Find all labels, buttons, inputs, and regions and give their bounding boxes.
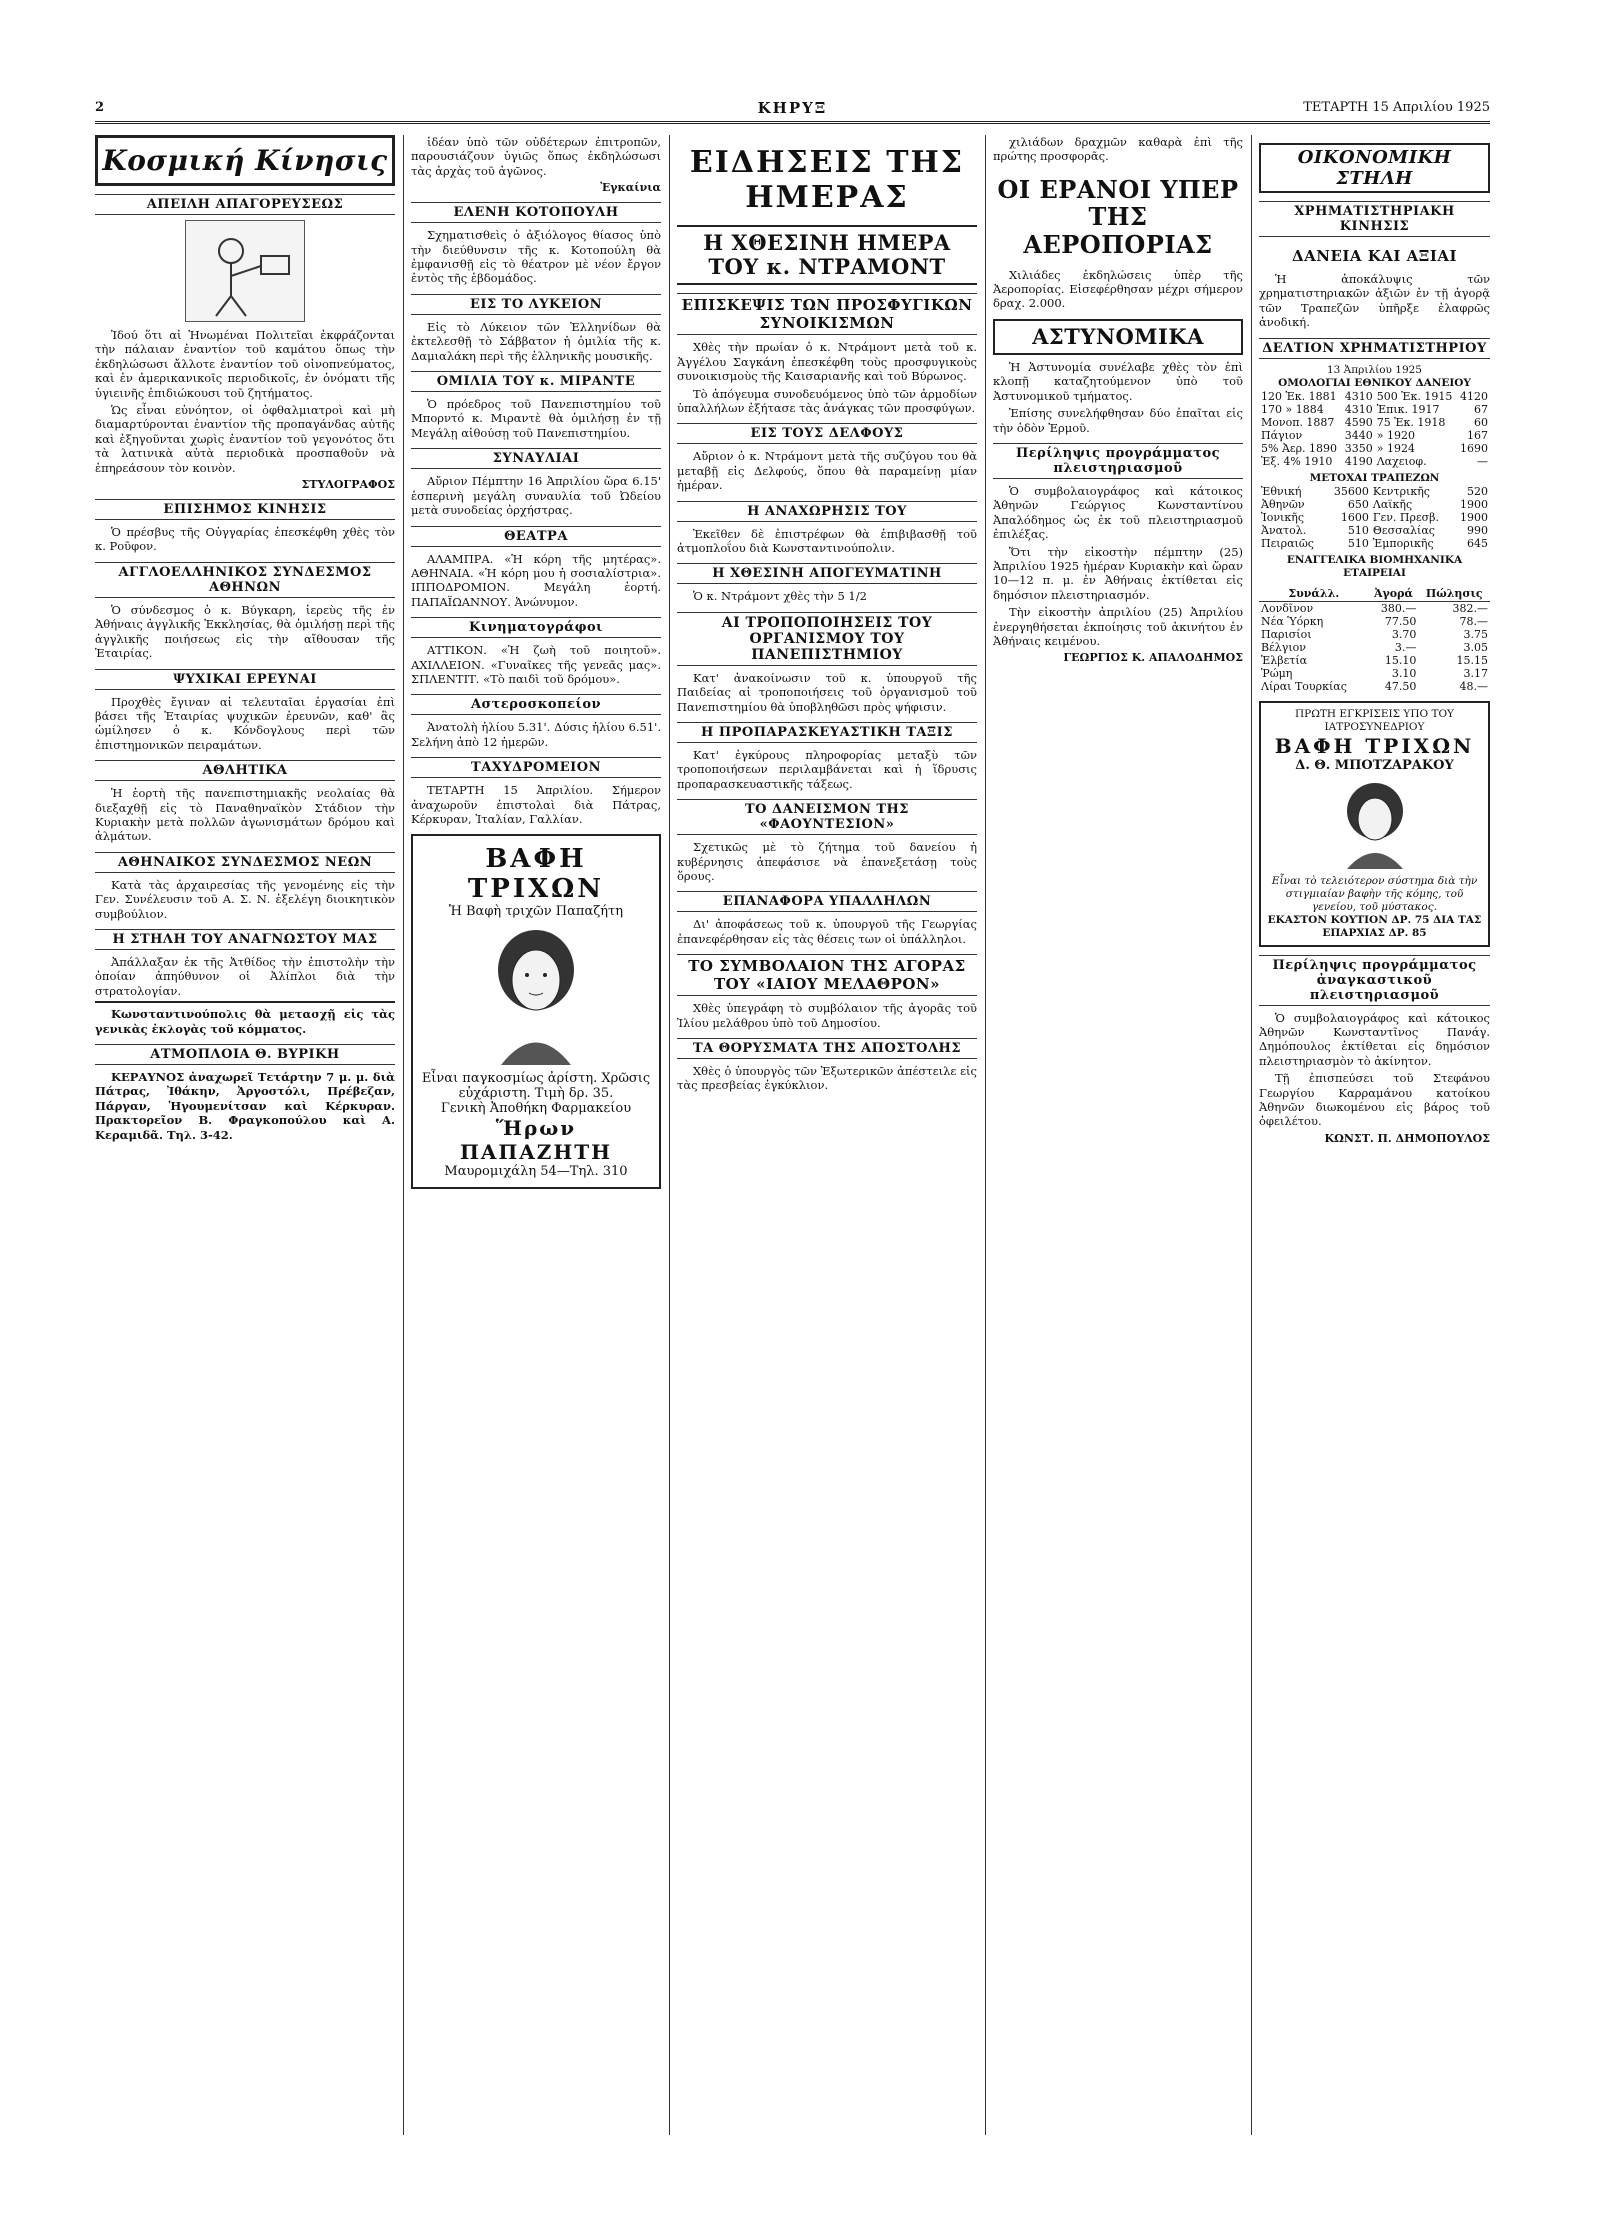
- cinema-listings: ΑΤΤΙΚΟΝ. «Ἡ ζωὴ τοῦ ποιητοῦ». ΑΧΙΛΛΕΙΟΝ. «Γυναῖκες τῆς γενεᾶς μας». ΣΠΛΕΝΤΙΤ. «Τὸ παιδὶ τοῦ δρόμου».: [411, 643, 661, 686]
- table-cell: Μονοπ. 1887: [1261, 415, 1335, 429]
- table-cell: 3.—: [1394, 640, 1417, 654]
- table-cell: Ἐξ. 4% 1910: [1261, 454, 1333, 468]
- paragraph: Αὔριον Πέμπτην 16 Ἀπριλίου ὥρα 6.15' ἑσπερινὴ μεγάλη συναυλία τοῦ Ὠδείου μετὰ συνοδείας ὀρχήστρας.: [411, 474, 661, 518]
- ad-shop: Γενικὴ Ἀποθήκη Φαρμακείου: [440, 1101, 632, 1117]
- heading: Κινηματογράφοι: [411, 617, 661, 638]
- table-row: [1259, 667, 1490, 680]
- issue-date: ΤΕΤΑΡΤΗ 15 Απριλίου 1925: [1303, 100, 1490, 115]
- table-cell: —: [1477, 454, 1488, 468]
- ad-title: ΒΑΦΗ ΤΡΙΧΩΝ: [1274, 733, 1475, 758]
- paragraph: Κατὰ τὰς ἀρχαιρεσίας τῆς γενομένης εἰς τὴν Γεν. Συνέλευσιν τοῦ Α. Σ. Ν. ἐξελέγη διοικητικὸν συμβούλιον.: [95, 877, 395, 921]
- table-row: [1259, 654, 1490, 667]
- heading: ΑΓΓΛΟΕΛΛΗΝΙΚΟΣ ΣΥΝΔΕΣΜΟΣ ΑΘΗΝΩΝ: [95, 562, 395, 598]
- table-cell: 500 Ἑκ. 1915: [1376, 389, 1453, 403]
- table-cell: Γεν. Πρεσβ.: [1372, 510, 1440, 524]
- table-cell: 60: [1474, 415, 1488, 429]
- heading: ΣΥΝΑΥΛΙΑΙ: [411, 448, 661, 469]
- table-row: [1259, 429, 1490, 442]
- ad-price: ΕΚΑΣΤΟΝ ΚΟΥΤΙΟΝ ΔΡ. 75 ΔΙΑ ΤΑΣ ΕΠΑΡΧΙΑΣ ΔΡ. 85: [1267, 913, 1482, 939]
- paragraph: Ὡς εἶναι εὐνόητον, οἱ ὀφθαλμιατροὶ καὶ μὴ διαμαρτύρονται ἐναντίον τῆς προπαγάνδας αὐτῆς καὶ ἐξηγοῦνται χωρὶς ἐναντίον τοῦ γεγονότος ὅτι τὰ λατινικὰ αὐτὰ περιοδικὰ προσπαθοῦν νὰ ἐπηρεάσουν τὸν κοινὸν.: [95, 403, 395, 475]
- heading: ΤΑΧΥΔΡΟΜΕΙΟΝ: [411, 757, 661, 778]
- paragraph: Ἐπίσης συνελήφθησαν δύο ἐπαῖται εἰς τὴν ὁδὸν Ἑρμοῦ.: [993, 406, 1243, 435]
- table-cell: 4120: [1460, 389, 1488, 403]
- table-cell: 645: [1467, 536, 1488, 550]
- notice: Κωνσταντινούπολις θὰ μετασχῇ εἰς τὰς γενικὰς ἐκλογὰς τοῦ κόμματος.: [95, 1001, 395, 1036]
- signature: ΓΕΩΡΓΙΟΣ Κ. ΑΠΑΛΟΔΗΜΟΣ: [1063, 651, 1243, 665]
- paragraph: Ὅτι τὴν εἰκοστὴν πέμπτην (25) Ἀπριλίου 1925 ἡμέραν Κυριακὴν καὶ ὥραν 10—12 π. μ. ἐν Ἀθήναις ἐκτίθεται εἰς δημόσιον πλειστηριασμόν.: [993, 544, 1243, 602]
- table-cell: 382.—: [1452, 601, 1488, 615]
- shipping-ad: ΚΕΡΑΥΝΟΣ ἀναχωρεῖ Τετάρτην 7 μ. μ. διὰ Πάτρας, Ἰθάκην, Ἀργοστόλι, Πρέβεζαν, Πάργαν, Ἡγουμενίτσαν καὶ Κέρκυραν. Πρακτορεῖον Β. Φραγκοπούλου καὶ Α. Κεραμιδᾶ. Τηλ. 3-42.: [95, 1070, 395, 1142]
- paragraph: Ὁ πρόεδρος τοῦ Πανεπιστημίου τοῦ Μπορντό κ. Μιραντὲ θὰ ὁμιλήσῃ ἐν τῇ Μεγάλῃ αἰθούσῃ τοῦ Πανεπιστημίου.: [411, 397, 661, 440]
- heading: ΕΠΑΝΑΦΟΡΑ ΥΠΑΛΛΗΛΩΝ: [677, 891, 977, 912]
- table-cell: 510: [1347, 523, 1369, 537]
- heading: Η ΣΤΗΛΗ ΤΟΥ ΑΝΑΓΝΩΣΤΟΥ ΜΑΣ: [95, 929, 395, 950]
- ad-subtitle: Ἡ Βαφὴ τριχῶν Παπαζήτη: [448, 904, 624, 920]
- table-cell: Πειραιῶς: [1261, 536, 1314, 550]
- section-title-finance: ΟΙΚΟΝΟΜΙΚΗ ΣΤΗΛΗ: [1259, 143, 1490, 193]
- table-cell: Ἀνατολ.: [1261, 523, 1307, 537]
- table-cell: 520: [1467, 484, 1488, 498]
- table-cell: 120 Ἑκ. 1881: [1261, 389, 1337, 403]
- heading: Περίληψις προγράμματος ἀναγκαστικοῦ πλειστηριασμοῦ: [1259, 955, 1490, 1006]
- table-caption: ΕΝΑΓΓΕΛΙΚΑ ΒΙΟΜΗΧΑΝΙΚΑ ΕΤΑΙΡΕΙΑΙ: [1286, 553, 1463, 579]
- table-cell: 1900: [1460, 510, 1488, 524]
- heading: ΧΡΗΜΑΤΙΣΤΗΡΙΑΚΗ ΚΙΝΗΣΙΣ: [1259, 201, 1490, 237]
- heading: ΔΕΛΤΙΟΝ ΧΡΗΜΑΤΙΣΤΗΡΙΟΥ: [1259, 338, 1490, 359]
- paragraph: Εἰς τὸ Λύκειον τῶν Ἑλληνίδων θὰ ἐκτελεσθῇ τὸ Σάββατον ἡ ὁμιλία τῆς κ. Δαμιαλάκη περὶ τῆς ἑλληνικῆς μουσικῆς.: [411, 319, 661, 363]
- heading: Η ΧΘΕΣΙΝΗ ΑΠΟΓΕΥΜΑΤΙΝΗ: [677, 563, 977, 584]
- table-cell: 380.—: [1380, 601, 1417, 615]
- paragraph: Ἐκεῖθεν δὲ ἐπιστρέφων θὰ ἐπιβιβασθῇ τοῦ ἀτμοπλοΐου διὰ Κωνσταντινούπολιν.: [677, 526, 977, 555]
- table-cell: 3.75: [1463, 627, 1488, 641]
- table-cell: 650: [1347, 497, 1369, 511]
- paragraph: Αὔριον ὁ κ. Ντράμοντ μετὰ τῆς συζύγου του θὰ μεταβῇ εἰς Δελφούς, ὅπου θὰ παραμείνῃ μίαν ἡμέραν.: [677, 449, 977, 493]
- paragraph: Χθὲς τὴν πρωίαν ὁ κ. Ντράμοντ μετὰ τοῦ κ. Ἀγγέλου Σαγκάνη ἐπεσκέφθη τοὺς προσφυγικοὺς συνοικισμοὺς τῆς Καισαριανῆς καὶ τοῦ Βύρωνος.: [677, 340, 977, 384]
- table-row: [1259, 442, 1490, 455]
- paragraph: Σχηματισθεὶς ὁ ἀξιόλογος θίασος ὑπὸ τὴν διεύθυνσιν τῆς κ. Κοτοπούλη θὰ ἐμφανισθῇ εἰς τὸ θέατρον μὲ νέον ἔργον ἐντὸς τῆς ἑβδομάδος.: [411, 228, 661, 286]
- table-cell: Λαϊκῆς: [1372, 497, 1413, 511]
- table-cell: Θεσσαλίας: [1372, 523, 1435, 537]
- byline: ΣΤΥΛΟΓΡΑΦΟΣ: [301, 478, 395, 492]
- heading: ΕΠΙΣΗΜΟΣ ΚΙΝΗΣΙΣ: [95, 499, 395, 520]
- table-cell: 15.15: [1456, 653, 1488, 667]
- heading: ΤΟ ΔΑΝΕΙΣΜΟΝ ΤΗΣ «ΦΑΟΥΝΤΕΣΙΟΝ»: [677, 799, 977, 835]
- table-cell: 4590: [1344, 415, 1373, 429]
- paragraph: Ὁ συμβολαιογράφος καὶ κάτοικος Ἀθηνῶν Κωνσταντῖνος Πανάγ. Δημόπουλος ἐκτίθεται εἰς δημόσιον πλειστηριασμὸν τὸ ἀκίνητον.: [1259, 1010, 1490, 1068]
- heading: ΔΑΝΕΙΑ ΚΑΙ ΑΞΙΑΙ: [1291, 247, 1458, 265]
- heading: Η ΑΝΑΧΩΡΗΣΙΣ ΤΟΥ: [677, 501, 977, 522]
- ad-title: ΒΑΦΗ ΤΡΙΧΩΝ: [467, 844, 605, 905]
- exchange-table: [1259, 586, 1490, 693]
- banks-table: [1259, 485, 1490, 550]
- table-caption: ΟΜΟΛΟΓΙΑΙ ΕΘΝΙΚΟΥ ΔΑΝΕΙΟΥ: [1278, 376, 1471, 389]
- ad-text: Εἶναι τὸ τελειότερον σύστημα διὰ τὴν στιγμιαίαν βαφὴν τῆς κόμης, τοῦ γενείου, τοῦ μύστακος.: [1271, 874, 1478, 913]
- heading: Αστεροσκοπείον: [411, 694, 661, 715]
- paragraph: Κατ' ἀνακοίνωσιν τοῦ κ. ὑπουργοῦ τῆς Παιδείας αἱ τροποποιήσεις τοῦ ὀργανισμοῦ τοῦ Πανεπιστημίου θὰ ὑποβληθῶσι πρὸς ψήφισιν.: [677, 670, 977, 714]
- paragraph: Ὁ πρέσβυς τῆς Οὐγγαρίας ἐπεσκέφθη χθὲς τὸν κ. Ροῦφον.: [95, 525, 395, 554]
- table-cell: Νέα Ὑόρκη: [1261, 614, 1324, 628]
- ad-text: Εἶναι παγκοσμίως ἀρίστη. Χρῶσις εὐχάριστη. Τιμὴ δρ. 35.: [421, 1071, 651, 1102]
- observatory-report: Ἀνατολὴ ἡλίου 5.31'. Δύσις ἡλίου 6.51'. Σελήνη ἀπὸ 12 ἡμερῶν.: [411, 720, 661, 749]
- paragraph: χιλιάδων δραχμῶν καθαρὰ ἐπὶ τῆς πρώτης προσφορᾶς.: [993, 135, 1243, 164]
- table-row: [1259, 615, 1490, 628]
- paragraph: Ἀπάλλαξαν ἐκ τῆς Ἀτθίδος τὴν ἐπιστολὴν τὴν ὁποίαν ἀπηύθυνον οἱ Ἀλίπλοι διὰ τὴν στρατολογίαν.: [95, 954, 395, 998]
- table-cell: » 1924: [1376, 441, 1415, 455]
- heading: ΑΠΕΙΛΗ ΑΠΑΓΟΡΕΥΣΕΩΣ: [95, 194, 395, 215]
- table-cell: 77.50: [1384, 614, 1417, 628]
- table-cell: 4310: [1344, 402, 1373, 416]
- masthead: [95, 95, 1490, 124]
- paragraph: Ἡ Ἀστυνομία συνέλαβε χθὲς τὸν ἐπὶ κλοπῇ καταζητούμενον ὑπὸ τοῦ Ἀστυνομικοῦ τμήματος.: [993, 359, 1243, 403]
- table-cell: 3.10: [1391, 666, 1417, 680]
- table-cell: 5% Ἀερ. 1890: [1261, 441, 1338, 455]
- table-cell: 78.—: [1459, 614, 1488, 628]
- table-cell: Λονδῖνον: [1261, 601, 1314, 615]
- heading: ΑΘΗΝΑΙΚΟΣ ΣΥΝΔΕΣΜΟΣ ΝΕΩΝ: [95, 852, 395, 873]
- table-cell: 1690: [1460, 441, 1488, 455]
- table-cell: 1600: [1340, 510, 1369, 524]
- heading: ΘΕΑΤΡΑ: [411, 526, 661, 547]
- byline: Ἐγκαίνια: [600, 181, 661, 195]
- table-cell: 167: [1467, 428, 1488, 442]
- headline: ΤΟ ΣΥΜΒΟΛΑΙΟΝ ΤΗΣ ΑΓΟΡΑΣ ΤΟΥ «ΙΑΙΟΥ ΜΕΛΑΘΡΟΝ»: [677, 954, 977, 996]
- table-cell: Παρισίοι: [1261, 627, 1312, 641]
- paragraph: Ἡ ἀποκάλυψις τῶν χρηματιστηριακῶν ἀξιῶν ἐν τῇ ἀγορᾷ τῶν Τραπεζῶν ὑπῆρξε ἐλαφρῶς ἀνοδική.: [1259, 272, 1490, 330]
- column-rule: [985, 135, 986, 2135]
- paragraph: Τῇ ἐπισπεύσει τοῦ Στεφάνου Γεωργίου Καρραμάνου κατοίκου Ἀθηνῶν διωκομένου εἰς βάρος τοῦ ὀφειλέτου.: [1259, 1071, 1490, 1129]
- paragraph: Χθὲς ὁ ὑπουργὸς τῶν Ἐξωτερικῶν ἀπέστειλε εἰς τὰς πρεσβείας ἐγκύκλιον.: [677, 1064, 977, 1093]
- woman-portrait-icon: [481, 925, 591, 1065]
- table-cell: 510: [1347, 536, 1369, 550]
- headline: ΕΠΙΣΚΕΨΙΣ ΤΩΝ ΠΡΟΣΦΥΓΙΚΩΝ ΣΥΝΟΙΚΙΣΜΩΝ: [677, 293, 977, 335]
- paragraph: Ὁ συμβολαιογράφος καὶ κάτοικος Ἀθηνῶν Γεώργιος Κωνσταντίνου Ἀπαλόδημος ὡς ἐκ τοῦ πλειστηριασμοῦ ἐπιλέξας.: [993, 483, 1243, 542]
- paragraph: Δι' ἀποφάσεως τοῦ κ. ὑπουργοῦ τῆς Γεωργίας ἐπανεφέρθησαν εἰς τὰς θέσεις των οἱ ὑπάλληλοι.: [677, 917, 977, 946]
- table-cell: 48.—: [1459, 679, 1488, 693]
- column-rule: [1251, 135, 1252, 2135]
- table-cell: 1900: [1460, 497, 1488, 511]
- table-cell: Πάγιον: [1261, 428, 1303, 442]
- newspaper-page: [95, 95, 1490, 2140]
- col-header: Ἀγορά: [1369, 586, 1419, 602]
- hair-dye-advertisement: [1259, 701, 1490, 947]
- table-cell: Ἐθνική: [1261, 484, 1302, 498]
- heading: Περίληψις προγράμματος πλειστηριασμοῦ: [993, 443, 1243, 479]
- table-cell: 3440: [1344, 428, 1373, 442]
- page-number: 2: [95, 100, 105, 115]
- loans-table: [1259, 390, 1490, 468]
- table-cell: Ῥώμη: [1261, 666, 1293, 680]
- column-news: [677, 135, 977, 2135]
- signature: ΚΩΝΣΤ. Π. ΔΗΜΟΠΟΥΛΟΣ: [1324, 1131, 1490, 1145]
- section-title-social: Κοσμική Κίνησις: [95, 135, 395, 186]
- table-cell: 35600: [1333, 484, 1369, 498]
- table-row: [1259, 403, 1490, 416]
- heading: ΨΥΧΙΚΑΙ ΕΡΕΥΝΑΙ: [95, 669, 395, 690]
- section-title-news: ΕΙΔΗΣΕΙΣ ΤΗΣ ΗΜΕΡΑΣ: [689, 145, 965, 215]
- table-row: [1259, 524, 1490, 537]
- table-cell: 75 Ἑκ. 1918: [1376, 415, 1446, 429]
- col-header: Πώλησις: [1418, 586, 1490, 602]
- theatre-listings: ΑΛΑΜΠΡΑ. «Ἡ κόρη τῆς μητέρας». ΑΘΗΝΑΙΑ. «Ἡ κόρη μου ἡ σοσιαλίστρια». ΙΠΠΟΔΡΟΜΙΟΝ. Μεγάλη ἑορτή. ΠΑΠΑΪΩΑΝΝΟΥ. Ἀνώνυμον.: [411, 551, 661, 609]
- paragraph: Ἡ ἑορτὴ τῆς πανεπιστημιακῆς νεολαίας θὰ διεξαχθῇ εἰς τὸ Παναθηναϊκὸν Στάδιον τὴν Κυριακὴν μετὰ πολλῶν ἀγωνισμάτων δρόμου καὶ ἁλμάτων.: [95, 786, 395, 844]
- table-cell: 4310: [1344, 389, 1373, 403]
- paragraph: Χθὲς ὑπεγράφη τὸ συμβόλαιον τῆς ἀγορᾶς τοῦ Ἰλίου μελάθρου ὑπὸ τοῦ Δημοσίου.: [677, 1001, 977, 1030]
- table-cell: Ἑλβετία: [1261, 653, 1308, 667]
- heading: ΤΑ ΘΟΡΥΣΜΑΤΑ ΤΗΣ ΑΠΟΣΤΟΛΗΣ: [677, 1038, 977, 1059]
- paragraph: Ὁ σύνδεσμος ὁ κ. Βύγκαρη, ἱερεὺς τῆς ἐν Ἀθήναις ἀγγλικῆς Ἐκκλησίας, θὰ ὁμιλήσῃ περὶ τῆς ἀγγλικῆς ποιήσεως εἰς τὴν αἴθουσαν τῆς Ἑταιρίας.: [95, 602, 395, 661]
- headline: ΑΣΤΥΝΟΜΙΚΑ: [993, 319, 1243, 355]
- table-row: [1259, 498, 1490, 511]
- headline: Η ΧΘΕΣΙΝΗ ΗΜΕΡΑ ΤΟΥ κ. ΝΤΡΑΜΟΝΤ: [677, 225, 977, 285]
- heading: ΕΙΣ ΤΟΥΣ ΔΕΛΦΟΥΣ: [677, 423, 977, 444]
- ad-brand: Ἥρων ΠΑΠΑΖΗΤΗ: [459, 1116, 613, 1165]
- table-row: [1259, 455, 1490, 468]
- column-notices: [993, 135, 1243, 2135]
- paragraph: Τὴν εἰκοστὴν ἀπριλίου (25) Ἀπριλίου ἐνεργηθήσεται ἐκποίησις τοῦ ἀκινήτου ἐν Ἀθήναις κειμένου.: [993, 605, 1243, 649]
- table-cell: Βέλγιον: [1261, 640, 1306, 654]
- table-row: [1259, 511, 1490, 524]
- bulletin-date: 13 Ἀπριλίου 1925: [1326, 363, 1422, 376]
- col-header: Συνάλλ.: [1259, 586, 1369, 602]
- paragraph: Τὸ ἀπόγευμα συνοδευόμενος ὑπὸ τῶν ἀρμοδίων ὑπαλλήλων ἐξήτασε τὰς ἀνάγκας τῶν προσφύγων.: [677, 386, 977, 415]
- heading: Η ΠΡΟΠΑΡΑΣΚΕΥΑΣΤΙΚΗ ΤΑΞΙΣ: [677, 722, 977, 743]
- column-social: [95, 135, 395, 2135]
- table-row: [1259, 628, 1490, 641]
- table-cell: Κεντρικῆς: [1372, 484, 1430, 498]
- paragraph: Ἰδού ὅτι αἱ Ἡνωμέναι Πολιτεῖαι ἐκφράζονται τὴν πάλαιαν ἐναντίον τοῦ καμάτου ὅπως τὴν ἐκδηλώσωσι ἄλλοτε ἐναντίον τοῦ οἰνοπνεύματος, καὶ ἐν ἀμερικανικοῖς περιοδικοῖς, ἐν ὀνόματι τῆς ὑγιεινῆς ἐπιδιώκουσι τοῦ ζητήματος.: [95, 328, 395, 400]
- table-row: [1259, 680, 1490, 693]
- ad-brand: Δ. Θ. ΜΠΟΤΖΑΡΑΚΟΥ: [1295, 757, 1454, 773]
- column-finance: [1259, 135, 1490, 2135]
- heading: ΑΤΜΟΠΛΟΙΑ Θ. ΒΥΡΙΚΗ: [95, 1044, 395, 1065]
- table-row: [1259, 641, 1490, 654]
- paragraph: Σχετικῶς μὲ τὸ ζήτημα τοῦ δανείου ἡ κυβέρνησις ἀπεφάσισε νὰ ἐπανεξετάσῃ τοὺς ὅρους.: [677, 840, 977, 883]
- hair-dye-advertisement: [411, 834, 661, 1189]
- headline: ΑΙ ΤΡΟΠΟΠΟΙΗΣΕΙΣ ΤΟΥ ΟΡΓΑΝΙΣΜΟΥ ΤΟΥ ΠΑΝΕΠΙΣΤΗΜΙΟΥ: [677, 612, 977, 666]
- column-arts: [411, 135, 661, 2135]
- table-cell: 3350: [1344, 441, 1373, 455]
- table-cell: 990: [1467, 523, 1488, 537]
- table-cell: » 1920: [1376, 428, 1415, 442]
- cartoon-illustration: [185, 220, 305, 322]
- table-row: [1259, 416, 1490, 429]
- table-row: [1259, 390, 1490, 403]
- table-cell: 15.10: [1384, 653, 1417, 667]
- table-cell: Λίραι Τουρκίας: [1261, 679, 1347, 693]
- table-cell: 47.50: [1384, 679, 1417, 693]
- paragraph: Προχθὲς ἔγιναν αἱ τελευταῖαι ἐργασίαι ἐπὶ βάσει τῆς Ἑταιρίας ψυχικῶν ἐρευνῶν, καθ' ἃς ὡμίλησεν ὁ κ. Κόνδογλους περὶ τῶν ἐπιστημονικῶν πειραμάτων.: [95, 694, 395, 752]
- table-cell: Ἰονικῆς: [1261, 510, 1304, 524]
- table-row: [1259, 601, 1490, 615]
- table-cell: Ἀθηνῶν: [1261, 497, 1305, 511]
- newspaper-name: ΚΗΡΥΞ: [757, 99, 828, 117]
- table-cell: 4190: [1344, 454, 1373, 468]
- table-cell: Λαχειοφ.: [1376, 454, 1427, 468]
- table-cell: Ἐπικ. 1917: [1376, 402, 1440, 416]
- ad-top: ΠΡΩΤΗ ΕΓΚΡΙΣΕΙΣ ΥΠΟ ΤΟΥ ΙΑΤΡΟΣΥΝΕΔΡΙΟΥ: [1294, 707, 1454, 733]
- table-row: [1259, 485, 1490, 498]
- table-cell: 3.70: [1391, 627, 1417, 641]
- heading: ΟΜΙΛΙΑ ΤΟΥ κ. ΜΙΡΑΝΤΕ: [411, 371, 661, 392]
- heading: ΕΙΣ ΤΟ ΛΥΚΕΙΟΝ: [411, 294, 661, 315]
- table-cell: Ἐμπορικῆς: [1372, 536, 1434, 550]
- paragraph: Ὁ κ. Ντράμοντ χθὲς τὴν 5 1/2: [693, 589, 867, 604]
- table-cell: 67: [1474, 402, 1488, 416]
- table-row: [1259, 537, 1490, 550]
- post-office-notice: ΤΕΤΑΡΤΗ 15 Ἀπριλίου. Σήμερον ἀναχωροῦν ἐπιστολαὶ διὰ Πάτρας, Κέρκυραν, Ἰταλίαν, Γαλλίαν.: [411, 783, 661, 826]
- heading: ΕΛΕΝΗ ΚΟΤΟΠΟΥΛΗ: [411, 202, 661, 223]
- table-cell: 3.17: [1463, 666, 1488, 680]
- table-caption: ΜΕΤΟΧΑΙ ΤΡΑΠΕΖΩΝ: [1309, 471, 1440, 484]
- paragraph: Κατ' ἐγκύρους πληροφορίας μεταξὺ τῶν τροποποιήσεων περιλαμβάνεται καὶ ἡ ἵδρυσις προπαρασκευαστικῆς τάξεως.: [677, 747, 977, 791]
- column-rule: [669, 135, 670, 2135]
- headline: ΟΙ ΕΡΑΝΟΙ ΥΠΕΡ ΤΗΣ ΑΕΡΟΠΟΡΙΑΣ: [997, 174, 1239, 259]
- column-rule: [403, 135, 404, 2135]
- table-cell: 3.05: [1463, 640, 1488, 654]
- woman-portrait-icon: [1335, 779, 1415, 869]
- ad-address: Μαυρομιχάλη 54—Τηλ. 310: [444, 1164, 628, 1180]
- table-cell: 170 » 1884: [1261, 402, 1324, 416]
- heading: ΑΘΛΗΤΙΚΑ: [95, 760, 395, 781]
- paragraph: Χιλιάδες ἐκδηλώσεις ὑπὲρ τῆς Ἀεροπορίας. Εἰσεφέρθησαν μέχρι σήμερον δραχ. 2.000.: [993, 267, 1243, 311]
- paragraph: ἰδέαν ὑπὸ τῶν οὐδέτερων ἐπιτροπῶν, παρουσιάζουν ὑγιῶς ὅπως ἐκδηλώσωσι τὰς ἀρχὰς τοῦ ἀγῶνος.: [411, 135, 661, 178]
